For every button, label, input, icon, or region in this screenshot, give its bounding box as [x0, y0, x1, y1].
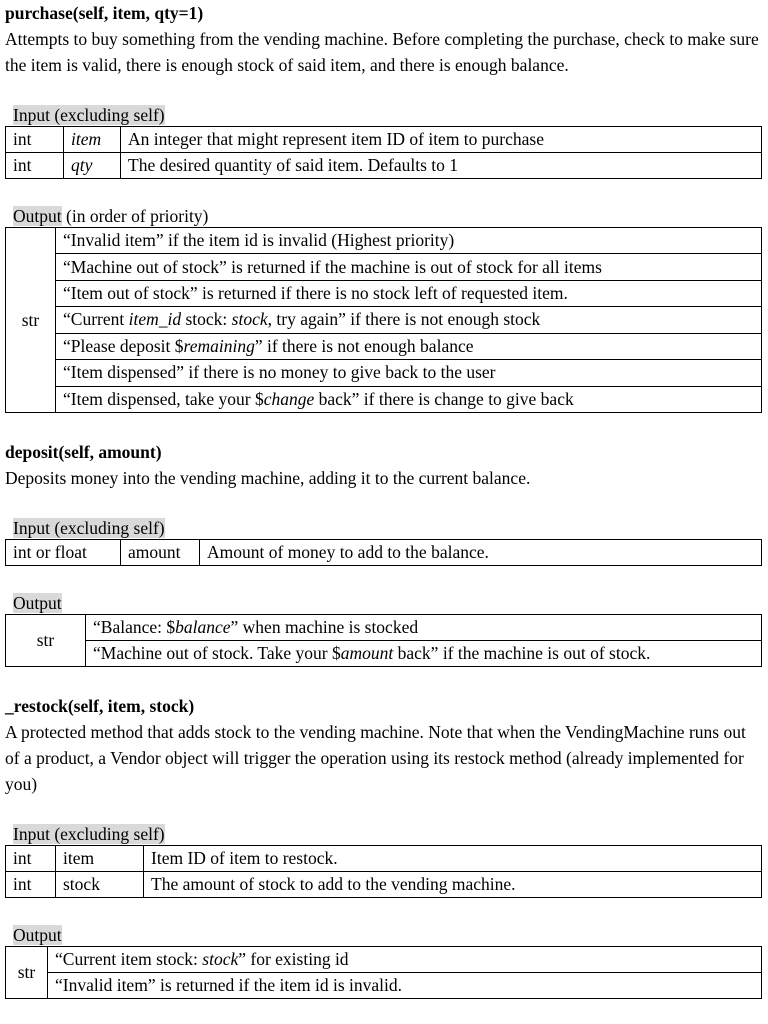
output-row: “Current item stock: stock” for existing id [48, 947, 762, 973]
deposit-output-table [5, 614, 762, 667]
table-row [6, 127, 762, 153]
input-name: item [56, 846, 144, 872]
deposit-description: Deposits money into the vending machine, adding it to the current balance. [5, 468, 531, 488]
restock-description: A protected method that adds stock to the vending machine. Note that when the VendingMachine runs out of a product, a Vendor object will trigger the operation using its restock method (already implemented for you) [5, 722, 746, 794]
input-type: int [6, 872, 56, 898]
restock-input-table [5, 845, 762, 898]
output-row: “Item dispensed” if there is no money to give back to the user [56, 360, 762, 386]
output-row: “Current item_id stock: stock, try again” if there is not enough stock [56, 307, 762, 333]
restock-output-table [5, 946, 762, 999]
input-name: amount [121, 540, 200, 566]
deposit-input-label: Input (excluding self) [13, 518, 165, 538]
input-type: int [6, 127, 64, 153]
restock-signature: _restock(self, item, stock) [5, 696, 195, 716]
output-type: str [6, 947, 48, 999]
table-row [6, 254, 762, 280]
table-row [6, 386, 762, 412]
table-row [6, 307, 762, 333]
purchase-description: Attempts to buy something from the vending machine. Before completing the purchase, check to make sure the item is valid, there is enough stock of said item, and there is enough balance. [5, 29, 759, 75]
purchase-input-table [5, 126, 762, 179]
table-row [6, 846, 762, 872]
input-desc: The desired quantity of said item. Defaults to 1 [121, 153, 762, 179]
table-row [6, 360, 762, 386]
input-desc: Item ID of item to restock. [144, 846, 762, 872]
input-name: stock [56, 872, 144, 898]
table-row [6, 153, 762, 179]
table-row [6, 641, 762, 667]
output-row: “Machine out of stock” is returned if the machine is out of stock for all items [56, 254, 762, 280]
output-row: “Item dispensed, take your $change back” if there is change to give back [56, 386, 762, 412]
restock-input-label: Input (excluding self) [13, 824, 165, 844]
input-desc: The amount of stock to add to the vending machine. [144, 872, 762, 898]
input-name: item [64, 127, 121, 153]
input-desc: Amount of money to add to the balance. [200, 540, 762, 566]
purchase-input-label: Input (excluding self) [13, 105, 165, 125]
table-row [6, 615, 762, 641]
table-row [6, 872, 762, 898]
deposit-input-table [5, 539, 762, 566]
purchase-signature: purchase(self, item, qty=1) [5, 3, 204, 23]
table-row [6, 973, 762, 999]
deposit-signature: deposit(self, amount) [5, 442, 162, 462]
table-row [6, 280, 762, 306]
table-row [6, 333, 762, 359]
output-row: “Balance: $balance” when machine is stocked [86, 615, 762, 641]
restock-output-label: Output [13, 925, 62, 945]
output-row: “Item out of stock” is returned if there is no stock left of requested item. [56, 280, 762, 306]
deposit-section [5, 439, 762, 667]
deposit-output-label: Output [13, 593, 62, 613]
purchase-output-table [5, 227, 762, 413]
input-desc: An integer that might represent item ID of item to purchase [121, 127, 762, 153]
input-type: int or float [6, 540, 121, 566]
input-type: int [6, 153, 64, 179]
table-row [6, 540, 762, 566]
table-row [6, 228, 762, 254]
purchase-section [5, 0, 762, 413]
table-row [6, 947, 762, 973]
input-type: int [6, 846, 56, 872]
output-row: “Machine out of stock. Take your $amount back” if the machine is out of stock. [86, 641, 762, 667]
output-type: str [6, 228, 56, 413]
output-row: “Invalid item” if the item id is invalid (Highest priority) [56, 228, 762, 254]
output-row: “Invalid item” is returned if the item id is invalid. [48, 973, 762, 999]
input-name: qty [64, 153, 121, 179]
output-type: str [6, 615, 86, 667]
purchase-output-label: Output [13, 206, 62, 226]
output-row: “Please deposit $remaining” if there is not enough balance [56, 333, 762, 359]
restock-section [5, 693, 762, 999]
purchase-output-note: (in order of priority) [61, 206, 209, 226]
